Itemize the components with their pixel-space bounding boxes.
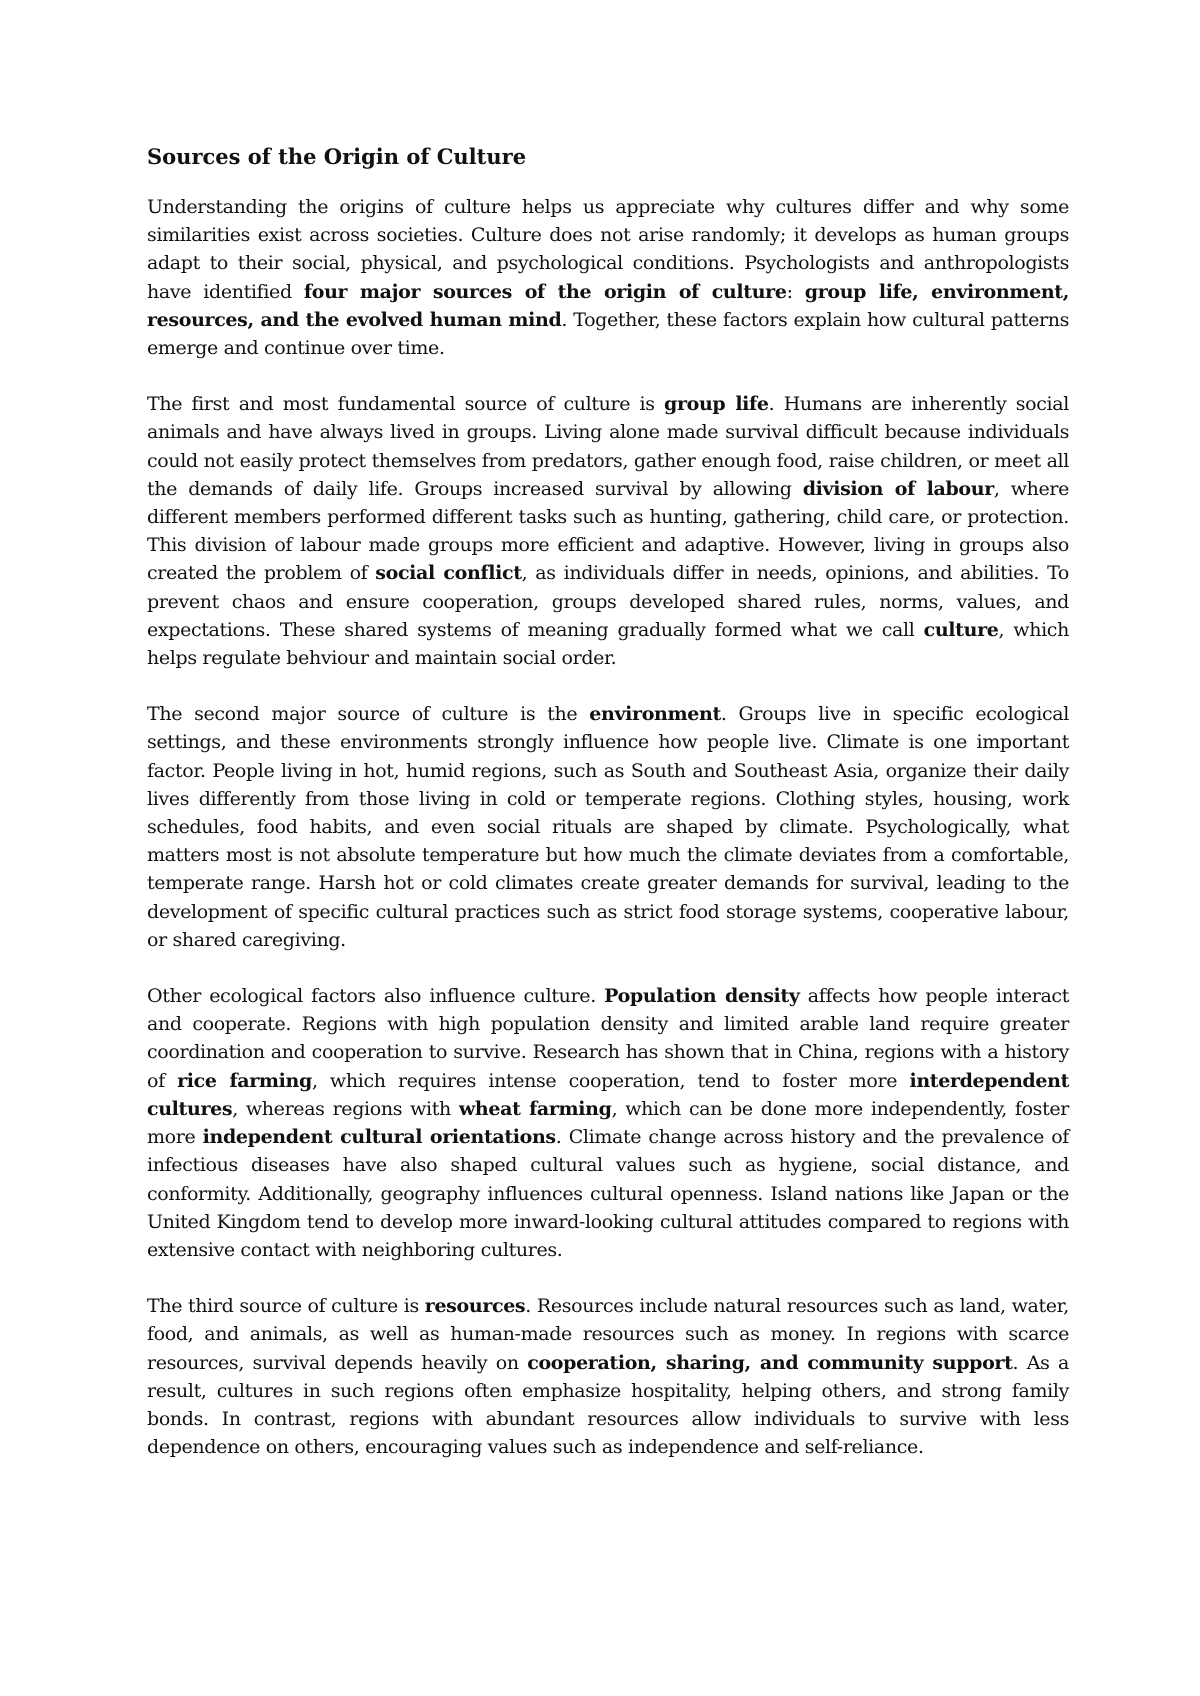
body-paragraph bbox=[147, 700, 1069, 954]
text-run: . Resources include natural resources such as land, water, food, and animals, as well as human-made resources such as money. In regions with scarce resources, survival depends heavily on bbox=[147, 1295, 1069, 1374]
document-title: Sources of the Origin of Culture bbox=[147, 144, 527, 169]
bold-term: social conflict bbox=[375, 562, 522, 585]
text-run: , as individuals differ in needs, opinions, and abilities. To prevent chaos and ensure cooperation, groups developed shared rules, norms, values, and expectations. These shared systems of meaning gradually formed what we call bbox=[147, 562, 1070, 641]
text-run: Understanding the origins of culture helps us appreciate why cultures differ and why some similarities exist across societies. Culture does not arise randomly; it develops as human groups adapt to their social, physical, and psychological conditions. Psychologists and anthropologists have identified bbox=[147, 196, 1069, 303]
bold-term: four major sources of the origin of culture bbox=[303, 280, 787, 303]
bold-term: culture bbox=[923, 618, 999, 641]
body-paragraph bbox=[147, 193, 1069, 362]
bold-term: wheat farming bbox=[458, 1097, 612, 1120]
text-run: , where different members performed different tasks such as hunting, gathering, child care, or protection. This division of labour made groups more efficient and adaptive. However, living in groups also created the problem of bbox=[147, 477, 1070, 585]
bold-term: interdependent cultures bbox=[147, 1069, 1070, 1120]
bold-term: group life bbox=[664, 393, 769, 416]
text-run: : bbox=[786, 280, 805, 303]
bold-term: cooperation, sharing, and community support bbox=[527, 1351, 1013, 1374]
text-run: . Climate change across history and the prevalence of infectious diseases have also shaped cultural values such as hygiene, social distance, and conformity. Additionally, geography influences cultural openness. Island nations like Japan or the United Kingdom tend to develop more inward-looking cultural attitudes compared to regions with extensive contact with neighboring cultures. bbox=[147, 1126, 1069, 1261]
bold-term: resources bbox=[424, 1295, 526, 1318]
text-run: , which can be done more independently, foster more bbox=[147, 1097, 1069, 1149]
text-run: The third source of culture is bbox=[147, 1295, 425, 1318]
bold-term: group life, environment, resources, and the evolved human mind bbox=[147, 280, 1069, 331]
text-run: The second major source of culture is the bbox=[147, 703, 590, 726]
bold-term: division of labour bbox=[802, 477, 994, 500]
text-run: , whereas regions with bbox=[232, 1097, 459, 1120]
text-run: , which requires intense cooperation, tend to foster more bbox=[311, 1069, 910, 1092]
text-run: . Together, these factors explain how cultural patterns emerge and continue over time. bbox=[147, 308, 1069, 360]
bold-term: independent cultural orientations bbox=[202, 1126, 556, 1149]
bold-term: Population density bbox=[604, 985, 800, 1008]
bold-term: rice farming bbox=[177, 1069, 312, 1092]
text-run: . As a result, cultures in such regions often emphasize hospitality, helping others, and strong family bonds. In contrast, regions with abundant resources allow individuals to survive with less dependence on others, encouraging values such as independence and self-reliance. bbox=[147, 1351, 1069, 1459]
body-paragraph bbox=[147, 390, 1069, 672]
text-run: Other ecological factors also influence culture. bbox=[147, 985, 605, 1008]
bold-term: environment bbox=[589, 703, 721, 726]
body-paragraph bbox=[147, 1292, 1069, 1461]
text-run: , which helps regulate behviour and maintain social order. bbox=[147, 618, 1069, 670]
text-run: . Humans are inherently social animals and have always lived in groups. Living alone made survival difficult because individuals could not easily protect themselves from predators, gather enough food, raise children, or meet all the demands of daily life. Groups increased survival by allowing bbox=[147, 393, 1069, 500]
document-body bbox=[147, 193, 1069, 1461]
text-run: affects how people interact and cooperate. Regions with high population density and limited arable land require greater coordination and cooperation to survive. Research has shown that in China, regions with a history of bbox=[147, 985, 1069, 1092]
body-paragraph bbox=[147, 982, 1069, 1264]
text-run: . Groups live in specific ecological settings, and these environments strongly influence how people live. Climate is one important factor. People living in hot, humid regions, such as South and Southeast Asia, organize their daily lives differently from those living in cold or temperate regions. Clothing styles, housing, work schedules, food habits, and even social rituals are shaped by climate. Psychologically, what matters most is not absolute temperature but how much the climate deviates from a comfortable, temperate range. Harsh hot or cold climates create greater demands for survival, leading to the development of specific cultural practices such as strict food storage systems, cooperative labour, or shared caregiving. bbox=[147, 703, 1069, 951]
text-run: The first and most fundamental source of culture is bbox=[147, 393, 665, 416]
